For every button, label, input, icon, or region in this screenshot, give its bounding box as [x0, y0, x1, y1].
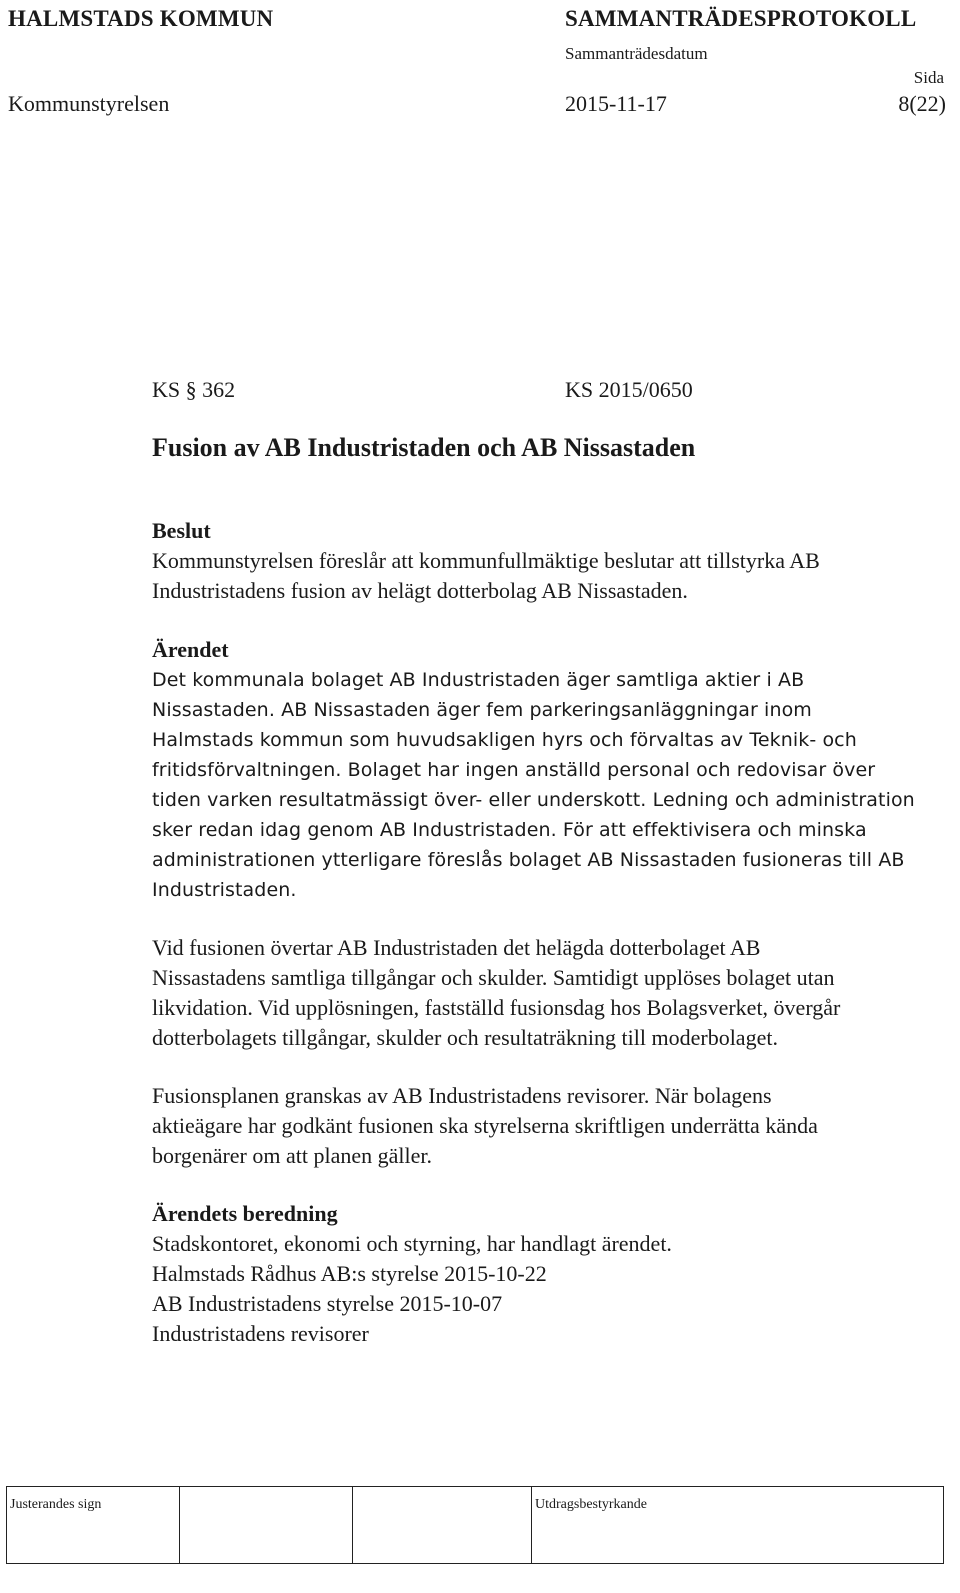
text-line: tiden varken resultatmässigt över- eller underskott. Ledning och administration: [152, 789, 915, 811]
text-line: Industristadens revisorer: [152, 1321, 369, 1346]
arendet-paragraph-1: [152, 665, 952, 905]
text-line: Industristaden.: [152, 879, 297, 901]
case-paragraph: KS § 362: [152, 377, 236, 402]
organization-name: HALMSTADS KOMMUN: [8, 6, 274, 31]
page-title: Fusion av AB Industristaden och AB Nissastaden: [152, 433, 696, 462]
text-line: administrationen ytterligare föreslås bolaget AB Nissastaden fusioneras till AB: [152, 849, 905, 871]
text-line: aktieägare har godkänt fusionen ska styrelserna skriftligen underrätta kända: [152, 1113, 818, 1138]
utdragsbestyrkande-label: Utdragsbestyrkande: [535, 1497, 647, 1512]
text-line: borgenärer om att planen gäller.: [152, 1143, 432, 1168]
text-line: Industristadens fusion av helägt dotterbolag AB Nissastaden.: [152, 578, 688, 603]
sign-cell-2: [180, 1487, 353, 1563]
section-heading-arendet: Ärendet: [152, 637, 229, 662]
arendet-paragraph-3: [152, 1081, 952, 1171]
text-line: Nissastaden. AB Nissastaden äger fem parkeringsanläggningar inom: [152, 699, 812, 721]
text-line: sker redan idag genom AB Industristaden. För att effektivisera och minska: [152, 819, 867, 841]
text-line: Halmstads Rådhus AB:s styrelse 2015-10-22: [152, 1261, 547, 1286]
text-line: fritidsförvaltningen. Bolaget har ingen anställd personal och redovisar över: [152, 759, 876, 781]
text-line: Stadskontoret, ekonomi och styrning, har handlagt ärendet.: [152, 1231, 672, 1256]
text-line: AB Industristadens styrelse 2015-10-07: [152, 1291, 503, 1316]
section-heading-beredning: Ärendets beredning: [152, 1201, 338, 1226]
text-line: dotterbolagets tillgångar, skulder och resultaträkning till moderbolaget.: [152, 1025, 778, 1050]
utdragsbestyrkande-cell: [532, 1487, 942, 1563]
document-body: [152, 516, 952, 1349]
document-type: SAMMANTRÄDESPROTOKOLL: [565, 6, 917, 31]
signature-footer: [6, 1486, 944, 1564]
text-line: likvidation. Vid upplösningen, fastställd fusionsdag hos Bolagsverket, övergår: [152, 995, 841, 1020]
text-line: Vid fusionen övertar AB Industristaden det helägda dotterbolaget AB: [152, 935, 761, 960]
text-line: Det kommunala bolaget AB Industristaden äger samtliga aktier i AB: [152, 669, 805, 691]
beredning-text: [152, 1229, 952, 1349]
text-line: Halmstads kommun som huvudsakligen hyrs och förvaltas av Teknik- och: [152, 729, 857, 751]
arendet-paragraph-2: [152, 933, 952, 1053]
justerandes-sign-cell: [7, 1487, 180, 1563]
meeting-date: 2015-11-17: [565, 91, 667, 116]
text-line: Nissastadens samtliga tillgångar och skulder. Samtidigt upplöses bolaget utan: [152, 965, 835, 990]
case-reference: KS 2015/0650: [565, 377, 693, 402]
meeting-date-label: Sammanträdesdatum: [565, 44, 708, 63]
sign-cell-3: [353, 1487, 532, 1563]
governing-body: Kommunstyrelsen: [8, 91, 170, 116]
page-label: Sida: [913, 68, 944, 87]
page-number: 8(22): [898, 91, 946, 116]
section-heading-beslut: Beslut: [152, 518, 211, 543]
text-line: Kommunstyrelsen föreslår att kommunfullmäktige beslutar att tillstyrka AB: [152, 548, 820, 573]
beslut-text: [152, 546, 952, 606]
text-line: Fusionsplanen granskas av AB Industristadens revisorer. När bolagens: [152, 1083, 772, 1108]
justerandes-sign-label: Justerandes sign: [10, 1497, 102, 1512]
